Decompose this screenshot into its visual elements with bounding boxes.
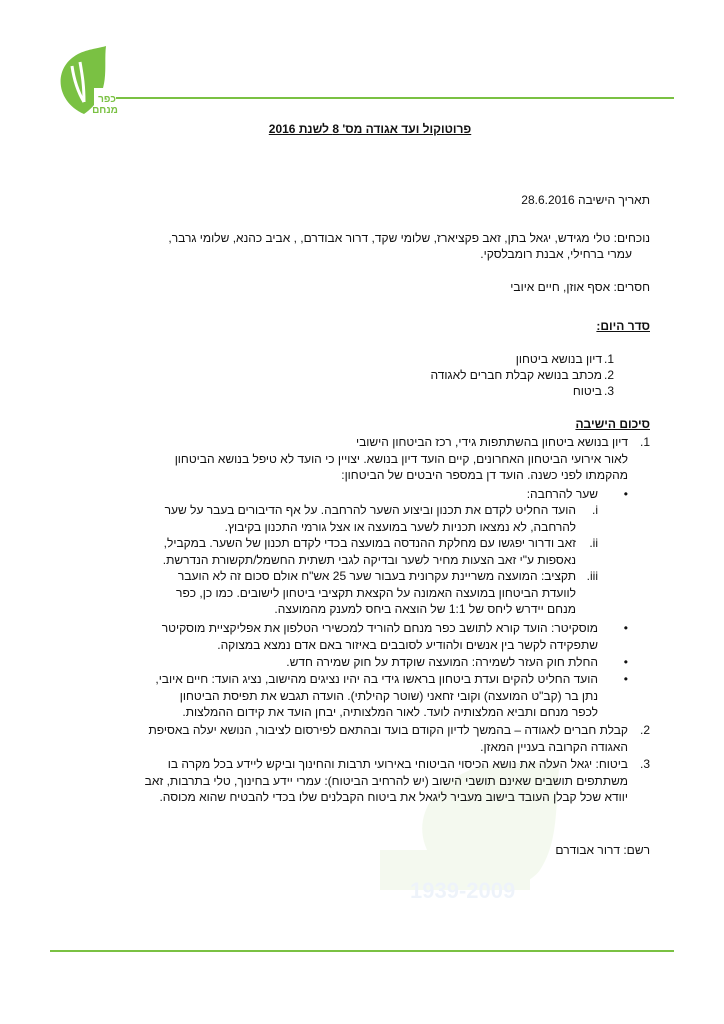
document-title: פרוטוקול ועד אגודה מס' 8 לשנת 2016: [268, 122, 472, 136]
present-line-2: עמרי ברחילי, אבנת רומבלסקי.: [480, 247, 632, 261]
agenda-item: [182, 367, 626, 384]
bullet-mosquito-line: שתפקידה לקשר בין אנשים ולהודיע לסובבים באיזור באם אדם נמצא במצוקה.: [217, 637, 598, 652]
summary-item-2-number: 2.: [639, 723, 650, 737]
recorder-signature: רשם: דרור אבודרם: [555, 843, 650, 857]
agenda-item-number: 3.: [604, 384, 615, 398]
bullet-dot-icon: •: [623, 621, 628, 635]
bullet-mosquito-line: מוסקיטר: הועד קורא לתושב כפר מנחם להוריד למכשירי הטלפון את אפליקציית מוסקיטר: [161, 621, 598, 635]
bullet-committee-line: לכפר מנחם ותביא המלצותיה לועד. לאור המלצותיה, יבחן הועד את קידום ההמלצות.: [182, 705, 598, 719]
logo-text-line1: כפר: [98, 94, 116, 105]
logo-text-line2: מנחם: [92, 105, 118, 116]
bullet-dot-icon: •: [623, 655, 628, 669]
agenda-item-text: מכתב בנושא קבלת חברים לאגודה: [430, 368, 602, 382]
summary-item-2-line: האגודה הקרובה בעניין המאזן.: [480, 739, 628, 754]
summary-item-2-line: קבלת חברים לאגודה – בהמשך לדיון הקודם בועד ובהתאם לפירסום לציבור, הנושא יעלה באסיפת: [148, 723, 628, 737]
agenda-item: [182, 351, 626, 368]
summary-item-1: [50, 434, 650, 484]
sub-item-iii: [58, 568, 598, 618]
sub-item-i-line: להרחבה, לא נמצאו תכניות לשער במועצה או אצל גורמי התכנון בקיבוץ.: [224, 519, 576, 534]
bullet-mosquito: [68, 620, 628, 653]
bullet-gate: [68, 486, 628, 503]
summary-title: סיכום הישיבה: [575, 417, 650, 431]
sub-item-iii-number: iii.: [586, 569, 598, 583]
agenda-item-number: 2.: [604, 368, 615, 382]
summary-item-1-number: 1.: [639, 435, 650, 449]
bullet-dot-icon: •: [623, 672, 628, 686]
agenda-item-number: 1.: [604, 352, 615, 366]
bullet-committee-line: הועד החליט להקים ועדת ביטחון בראשו גידי בה יהיו נציגים מהישוב, נציג הועד: חיים איובי,: [155, 672, 598, 686]
summary-item-3-line: ביטוח: יגאל העלה את נושא הכיסוי הביטוחי באירועי תרבות והחינוך וביקש ליידע בכל מקרה בו: [167, 757, 628, 771]
bullet-bylaw: [68, 654, 628, 671]
sub-item-iii-line: מנחם יידרש ליחס של 1:1 של הוצאה ביחס למענק מהמועצה.: [274, 602, 576, 616]
meeting-date: תאריך הישיבה 28.6.2016: [521, 193, 650, 207]
agenda-item-text: דיון בנושא ביטחון: [515, 352, 602, 366]
summary-item-3-number: 3.: [639, 757, 650, 771]
village-logo: [54, 44, 118, 120]
footer-divider: [50, 950, 674, 952]
summary-item-2: [50, 722, 650, 755]
bullet-gate-text: שער להרחבה:: [526, 487, 598, 501]
sub-item-iii-line: לוועדת הביטחון במועצה האמונה על הקצאת תקציבי ביטחון לישובים. כמו כן, כפר: [176, 585, 576, 600]
sub-item-i: [58, 502, 598, 535]
summary-item-1-line: מהקמתו לפני כשנה. הועד דן במספר היבטים של הביטחון:: [341, 468, 628, 482]
sub-item-ii: [58, 535, 598, 568]
sub-item-i-line: הועד החליט לקדם את תכנון וביצוע השער להרחבה. על אף הדיבורים בעבר על שער: [164, 503, 576, 517]
sub-item-ii-line: זאב ודרור יפגשו עם מחלקת ההנדסה במועצה בכדי לקדם תכנון של השער. במקביל,: [163, 536, 576, 550]
bullet-bylaw-text: החלת חוק העזר לשמירה: המועצה שוקדת על חוק שמירה חדש.: [286, 655, 598, 669]
summary-item-1-line: דיון בנושא ביטחון בהשתתפות גידי, רכז הביטחון הישובי: [356, 435, 628, 449]
sub-item-iii-line: תקציב: המועצה משריינת עקרונית בעבור שער 25 אש"ח אולם סכום זה לא הועבר: [177, 569, 576, 583]
sub-item-ii-line: נאספות ע"י זאב הצעות מחיר לשער ובדיקה לגבי תשתית החשמל/תקשורת הנדרשת.: [162, 552, 576, 567]
sub-item-i-number: i.: [591, 503, 598, 517]
agenda-item: [182, 383, 626, 400]
sub-item-ii-number: ii.: [589, 536, 598, 550]
watermark-years: 1939-2009: [410, 878, 516, 903]
summary-item-3: [50, 756, 650, 806]
bullet-dot-icon: •: [623, 487, 628, 501]
summary-item-3-line: יוודא שכל קבלן העובד בישוב מעביר ליגאל את ביטוח הקבלנים שלו בכדי להבטיח שהוא מכוסה.: [159, 790, 628, 804]
summary-item-3-line: משתתפים תושבים שאינם תושבי הישוב (יש להרחיב הביטוח): עמרי יידע בחינוך, טלי בתרבות, זאב: [144, 773, 628, 788]
agenda-title: סדר היום:: [596, 319, 650, 333]
bullet-committee-line: נתן בר (קב"ט המועצה) וקובי זחאני (שוטר קהילתי). הועדה תגבש את תפיסת הביטחון: [179, 688, 598, 703]
absent-list: חסרים: אסף אוזן, חיים איובי: [510, 280, 650, 294]
present-line-1: נוכחים: טלי מגידש, יגאל בתן, זאב פקציארז, שלומי שקד, דרור אבודרם, , אביב כהנא, שלומי גרבר,: [168, 231, 650, 245]
agenda-item-text: ביטוח: [572, 384, 602, 398]
summary-item-1-line: לאור אירועי הביטחון האחרונים, קיים הועד דיון בנושא. יצויין כי הועד לא טיפל בנושא הביטחון: [174, 451, 628, 466]
bullet-committee: [68, 671, 628, 721]
header-divider: [116, 97, 674, 99]
